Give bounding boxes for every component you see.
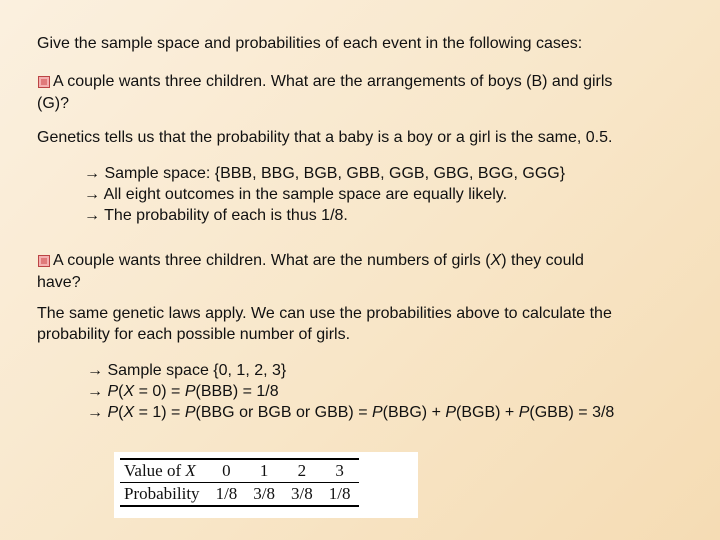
table-cell: 3/8 xyxy=(283,483,321,507)
bullet1-line1: A couple wants three children. What are the arrangements of boys (B) and girls xyxy=(53,73,613,90)
arrow-line: → Sample space: {BBB, BBG, BGB, GBB, GGB, GBG, BGG, GGG} xyxy=(84,165,566,182)
arrow-line: → All eight outcomes in the sample space are equally likely. xyxy=(84,186,508,203)
arrow-line: → P(X = 1) = P(BBG or BGB or GBB) = P(BBG) + P(BGB) + P(GBB) = 3/8 xyxy=(87,404,615,421)
probability-table xyxy=(114,452,418,518)
table-cell: 3/8 xyxy=(245,483,283,507)
table-header-value: 2 xyxy=(283,459,321,483)
table-header-value: 3 xyxy=(321,459,359,483)
table-row-label: Probability xyxy=(120,483,208,507)
arrow-line: → Sample space {0, 1, 2, 3} xyxy=(87,362,287,379)
table-header-value: 1 xyxy=(245,459,283,483)
arrow-line: → The probability of each is thus 1/8. xyxy=(84,207,348,224)
bullet2-part1: A couple wants three children. What are the numbers of girls ( xyxy=(53,252,491,269)
table-cell: 1/8 xyxy=(321,483,359,507)
bullet2-part2: ) they could xyxy=(501,252,584,269)
bullet2-line1 xyxy=(53,251,584,271)
same-laws-line1: The same genetic laws apply. We can use the probabilities above to calculate the xyxy=(37,305,612,322)
bullet-icon xyxy=(38,255,50,267)
genetics-text: Genetics tells us that the probability that a baby is a boy or a girl is the same, 0.5. xyxy=(37,129,613,146)
bullet-icon xyxy=(38,76,50,88)
heading: Give the sample space and probabilities of each event in the following cases: xyxy=(37,35,583,52)
table-header-value: 0 xyxy=(208,459,246,483)
table-header-label: Value of X xyxy=(120,459,208,483)
bullet1-line2: (G)? xyxy=(37,95,69,112)
arrow-line: → P(X = 0) = P(BBB) = 1/8 xyxy=(87,383,279,400)
table-cell: 1/8 xyxy=(208,483,246,507)
same-laws-line2: probability for each possible number of girls. xyxy=(37,326,351,343)
bullet2-var: X xyxy=(490,252,502,269)
bullet2-line2: have? xyxy=(37,274,81,291)
